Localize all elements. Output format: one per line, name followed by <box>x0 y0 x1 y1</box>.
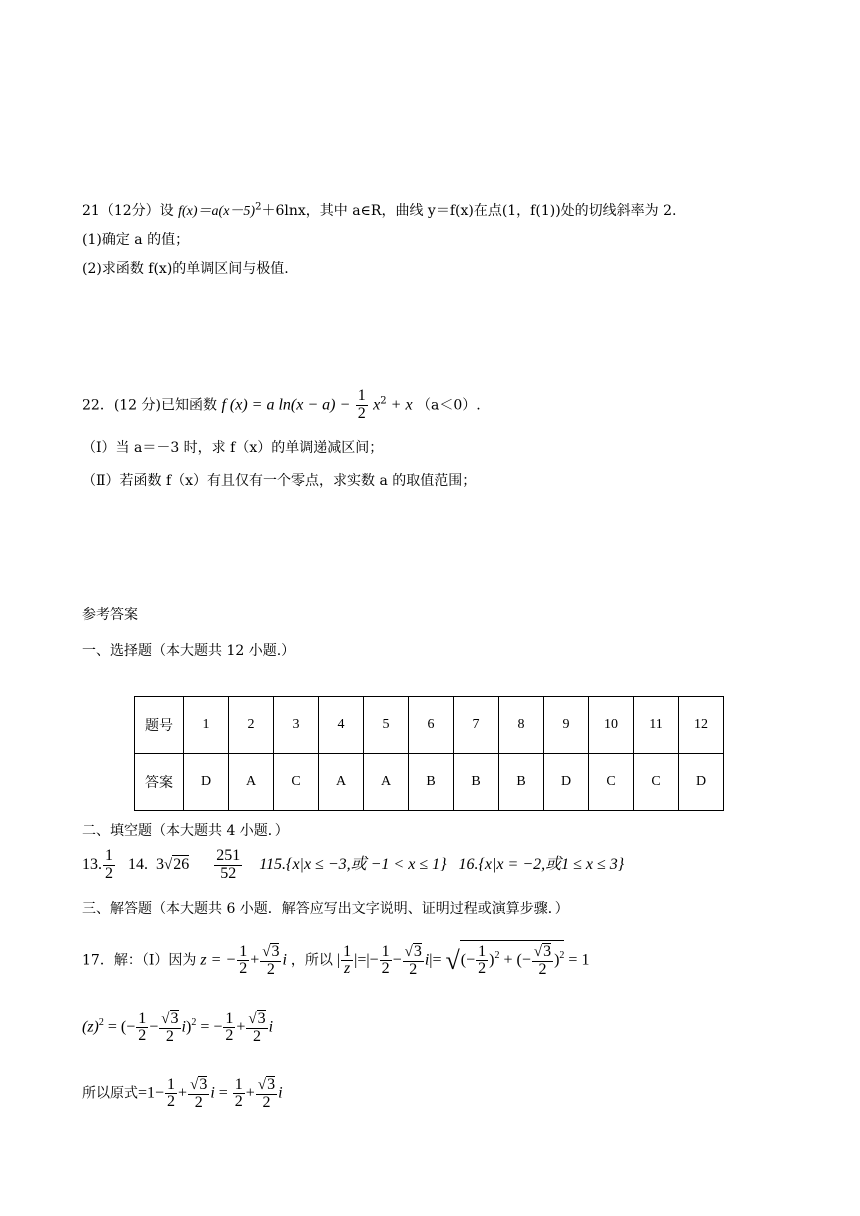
table-row <box>135 754 724 811</box>
table-cell: 6 <box>409 697 454 754</box>
q22-stem: 22．(12 分)已知函数 f (x) = a ln(x − a) − $\frac{1}{2}$ $x^2 + x$ （a＜0）. <box>82 387 481 422</box>
table-cell: B <box>499 754 544 811</box>
table-cell: A <box>364 754 409 811</box>
q21-def: ＝a(x－5) <box>197 204 256 219</box>
table-cell: A <box>229 754 274 811</box>
table-cell: 1 <box>184 697 229 754</box>
table-cell: C <box>589 754 634 811</box>
answer-table <box>134 696 724 811</box>
table-row <box>135 697 724 754</box>
fill15-fraction: $\frac{251}{52}$ <box>216 847 241 882</box>
table-cell: D <box>544 754 589 811</box>
q21-stem: 21（12分）设 $f(x)=a(x-5)^2+6\ln x$，其中 a∈R，曲线 y＝f(x)在点(1，f(1))处的切线斜率为 2. <box>82 201 677 219</box>
table-cell: 3 <box>274 697 319 754</box>
table-cell: B <box>454 754 499 811</box>
section2-title: 二、填空题（本大题共 4 小题．） <box>82 823 289 839</box>
row-header-label: 题号 <box>135 697 184 754</box>
table-cell: C <box>274 754 319 811</box>
table-cell: 4 <box>319 697 364 754</box>
fill-in-answers: 13. $\frac{1}{2}$ 14. 3√26 $\frac{251}{52}$ 115.{x|x ≤ −3,或 −1 < x ≤ 1} 16.{x|x = −2,或1 ≤ x ≤ 3} <box>82 847 625 882</box>
q17-line1: 17．解：（Ⅰ）因为 z = − $\frac{1}{2}$ + $\frac{√3}{2}$ i ，所以 | $\frac{1}{z}$ |=|− $\frac{1}{2}$ − $\frac{√3}{2}$ i|= √(− $\frac{1}{2}$ )$^2$ + (− $\frac{√3}{2}$ )$^2$ = 1 <box>82 940 589 979</box>
table-cell: B <box>409 754 454 811</box>
q22-part1: （Ⅰ）当 a＝－3 时，求 f（x）的单调递减区间； <box>82 440 384 456</box>
table-cell: 2 <box>229 697 274 754</box>
q17-line2: $(z)^2$ = (− $\frac{1}{2}$ − $\frac{√3}{2}$ i)$^2$ = − $\frac{1}{2}$ + $\frac{√3}{2}$ i <box>82 1009 274 1045</box>
table-cell: 12 <box>679 697 724 754</box>
table-cell: 10 <box>589 697 634 754</box>
table-cell: 11 <box>634 697 679 754</box>
row-answer-label: 答案 <box>135 754 184 811</box>
q21-part1: (1)确定 a 的值； <box>82 232 190 248</box>
q21-fx: f(x) <box>178 204 198 219</box>
q22-function: f (x) = a ln(x − a) − <box>221 396 351 414</box>
q17-line3: 所以原式=1− $\frac{1}{2}$ + $\frac{√3}{2}$ i = $\frac{1}{2}$ + $\frac{√3}{2}$ i <box>82 1075 283 1111</box>
table-cell: 5 <box>364 697 409 754</box>
table-cell: 8 <box>499 697 544 754</box>
q22-fraction: $\frac{1}{2}$ <box>357 387 366 422</box>
table-cell: 9 <box>544 697 589 754</box>
table-cell: 7 <box>454 697 499 754</box>
section1-title: 一、选择题（本大题共 12 小题.） <box>82 643 296 659</box>
table-cell: D <box>679 754 724 811</box>
q21-part2: (2)求函数 f(x)的单调区间与极值. <box>82 261 289 277</box>
table-cell: C <box>634 754 679 811</box>
q21-condition: a∈R，曲线 y＝f(x)在点(1，f(1))处的切线斜率为 2. <box>352 203 677 219</box>
section3-title: 三、解答题（本大题共 6 小题．解答应写出文字说明、证明过程或演算步骤．） <box>82 901 569 917</box>
fill13-fraction: $\frac{1}{2}$ <box>105 847 113 882</box>
q22-condition: （a＜0）. <box>417 397 481 414</box>
q22-part2: （Ⅱ）若函数 f（x）有且仅有一个零点，求实数 a 的取值范围； <box>82 473 477 489</box>
answers-heading: 参考答案 <box>82 607 138 623</box>
table-cell: D <box>184 754 229 811</box>
table-cell: A <box>319 754 364 811</box>
